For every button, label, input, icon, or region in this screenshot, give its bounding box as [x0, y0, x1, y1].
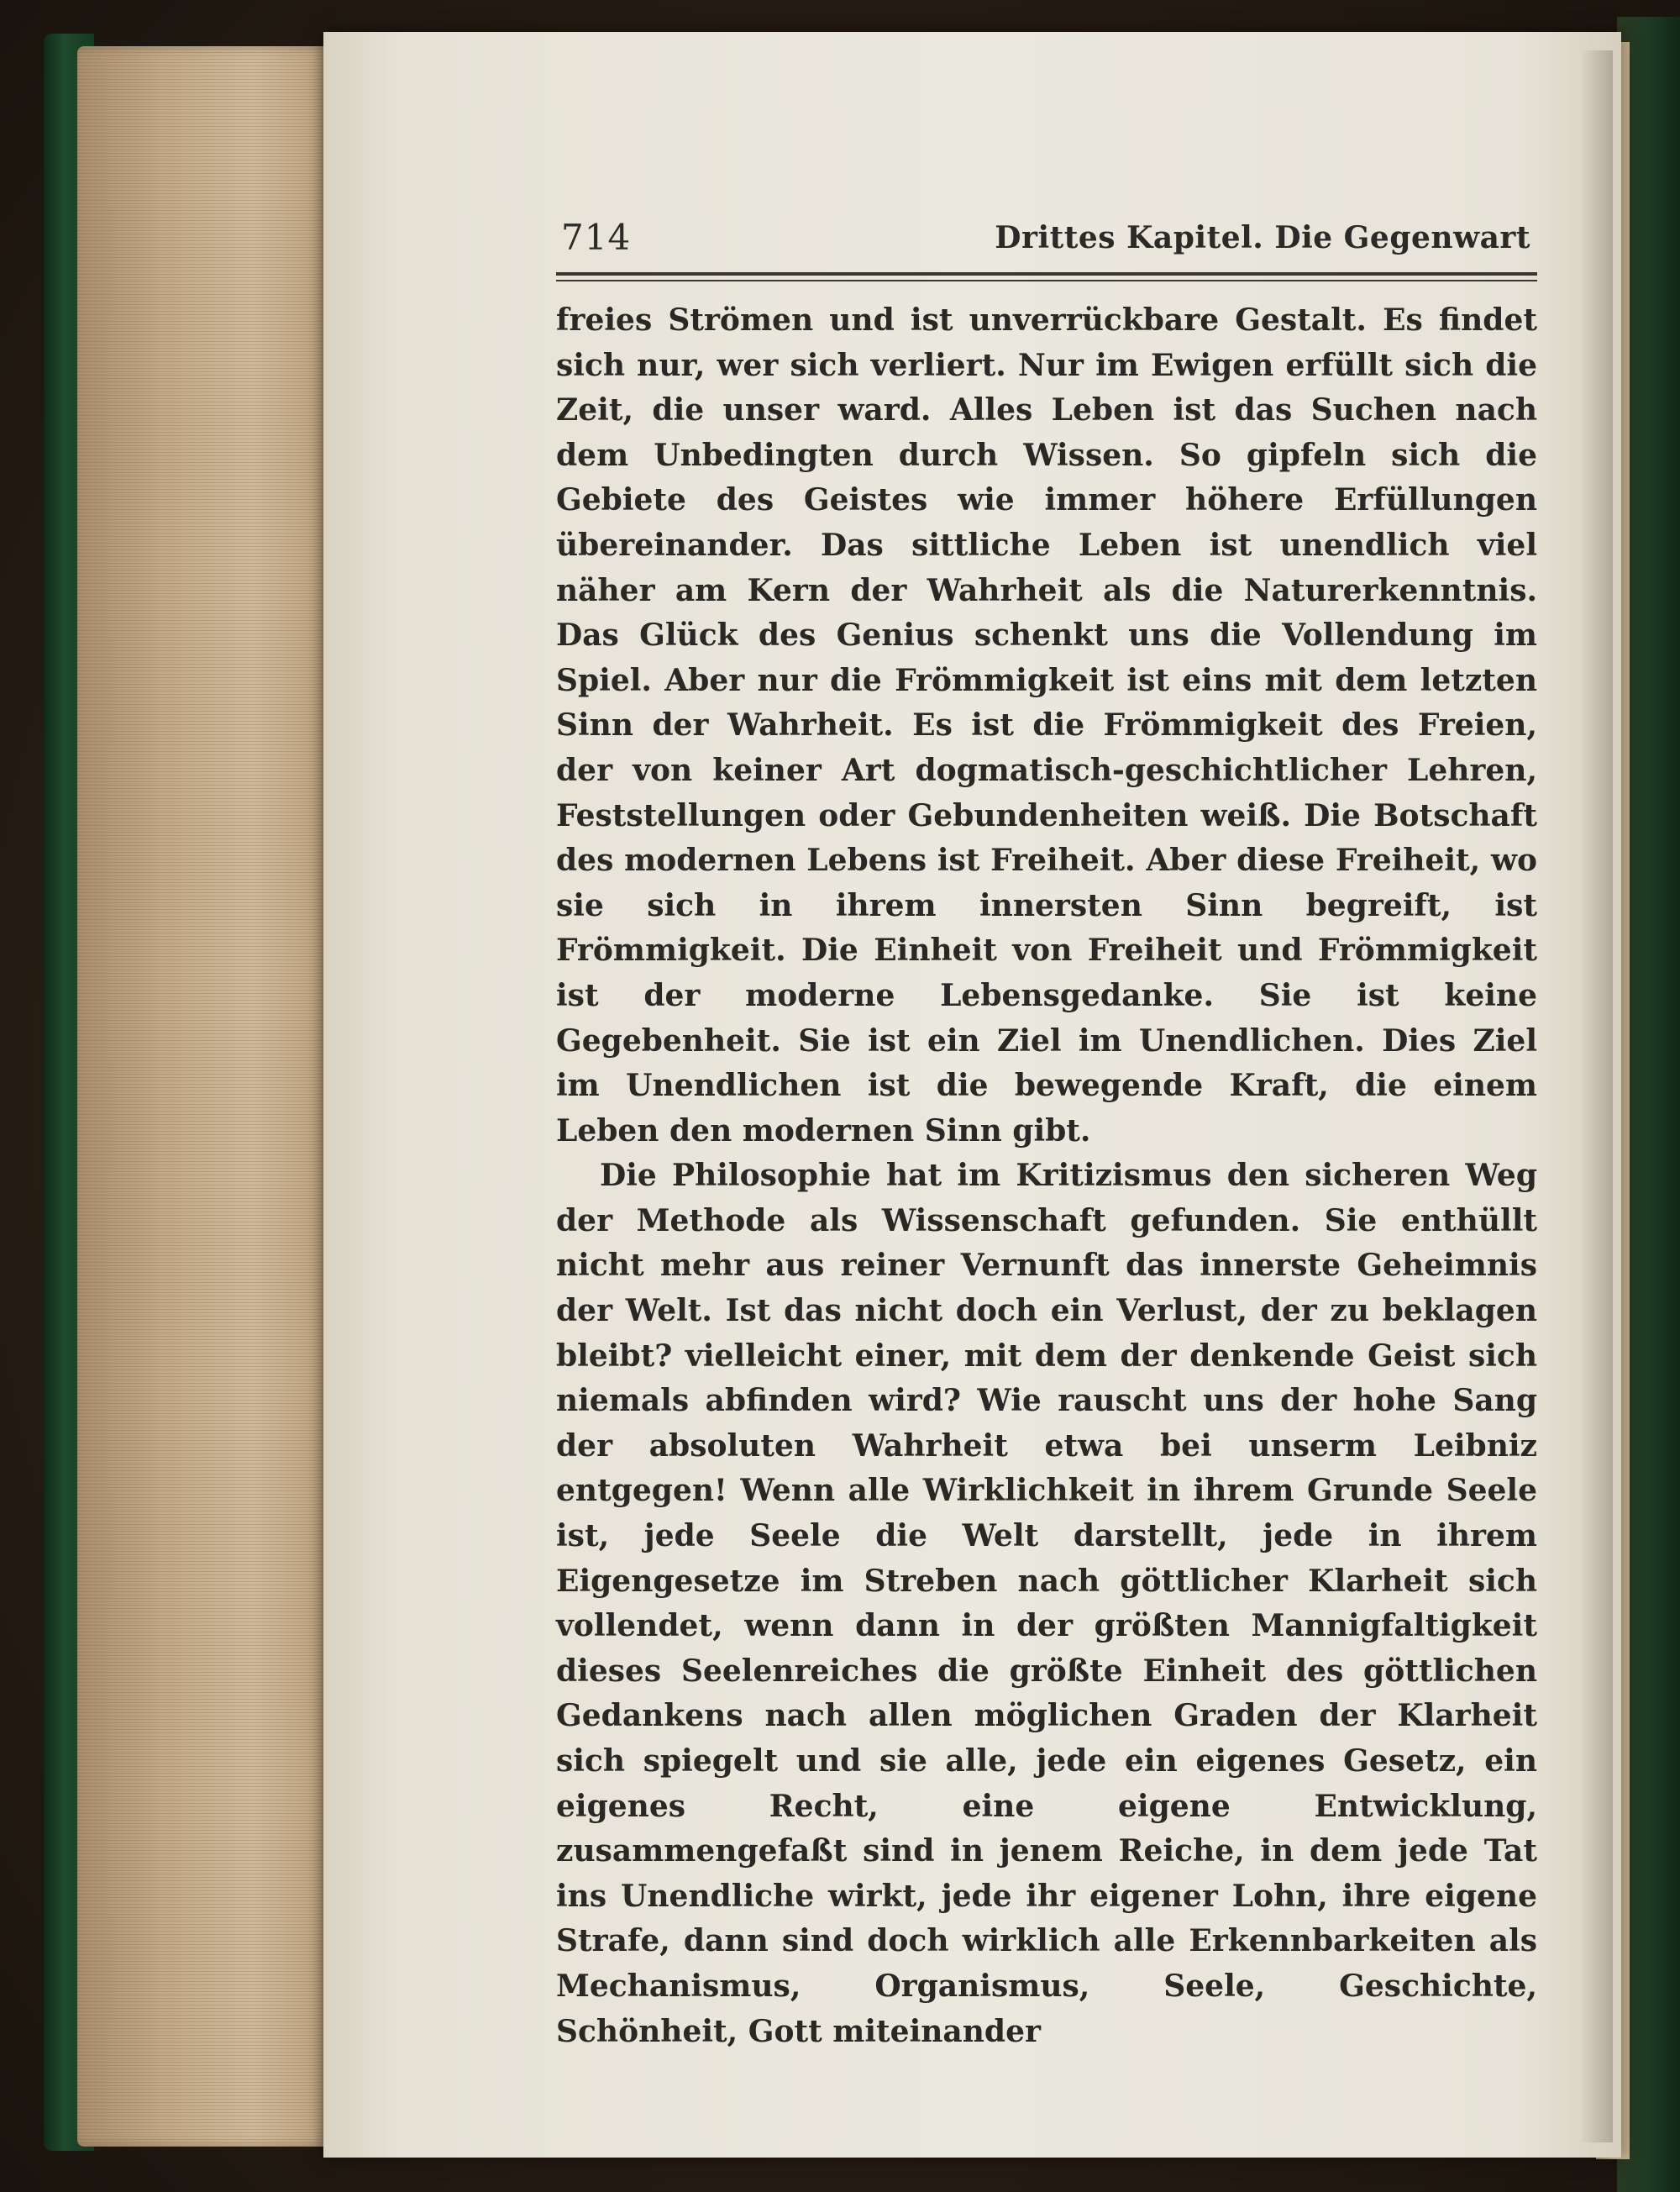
- header-rule-thin: [556, 280, 1537, 281]
- body-text: [556, 298, 1537, 2054]
- header-rule-thick: [556, 272, 1537, 276]
- paragraph-1: freies Strömen und ist unverrückbare Gestalt. Es findet sich nur, wer sich verliert. Nur im Ewigen erfüllt sich die Zeit, die unser ward. Alles Leben ist das Suchen nach dem Unbedingten durch Wissen. So gipfeln sich die Gebiete des Geistes wie immer höhere Erfüllungen übereinander. Das sittliche Leben ist unendlich viel näher am Kern der Wahrheit als die Naturerkenntnis. Das Glück des Genius schenkt uns die Vollendung im Spiel. Aber nur die Frömmigkeit ist eins mit dem letzten Sinn der Wahrheit. Es ist die Frömmigkeit des Freien, der von keiner Art dogmatisch-geschichtlicher Lehren, Feststellungen oder Gebundenheiten weiß. Die Botschaft des modernen Lebens ist Freiheit. Aber diese Freiheit, wo sie sich in ihrem innersten Sinn begreift, ist Frömmigkeit. Die Einheit von Freiheit und Frömmigkeit ist der moderne Lebensgedanke. Sie ist keine Gegebenheit. Sie ist ein Ziel im Unendlichen. Dies Ziel im Unendlichen ist die bewegende Kraft, die einem Leben den modernen Sinn gibt.: [556, 302, 1537, 1149]
- gutter-shadow: [1579, 50, 1613, 2142]
- running-head: Drittes Kapitel. Die Gegenwart: [995, 220, 1530, 255]
- page-edges-left: [77, 46, 329, 2147]
- page-number: 714: [561, 217, 632, 258]
- paragraph-2: Die Philosophie hat im Kritizismus den sicheren Weg der Methode als Wissenschaft gefunden. Sie enthüllt nicht mehr aus reiner Vernunft das innerste Geheimnis der Welt. Ist das nicht doch ein Verlust, der zu beklagen bleibt? vielleicht einer, mit dem der denkende Geist sich niemals abfinden wird? Wie rauscht uns der hohe Sang der absoluten Wahrheit etwa bei unserm Leibniz entgegen! Wenn alle Wirklichkeit in ihrem Grunde Seele ist, jede Seele die Welt darstellt, jede in ihrem Eigengesetze im Streben nach göttlicher Klarheit sich vollendet, wenn dann in der größten Mannigfaltigkeit dieses Seelenreiches die größte Einheit des göttlichen Gedankens nach allen möglichen Graden der Klarheit sich spiegelt und sie alle, jede ein eigenes Gesetz, ein eigenes Recht, eine eigene Entwicklung, zusammengefaßt sind in jenem Reiche, in dem jede Tat ins Unendliche wirkt, jede ihr eigener Lohn, ihre eigene Strafe, dann sind doch wirklich alle Erkennbarkeiten als Mechanismus, Organismus, Seele, Geschichte, Schönheit, Gott miteinander: [556, 1158, 1537, 2049]
- page-header: [561, 217, 1536, 267]
